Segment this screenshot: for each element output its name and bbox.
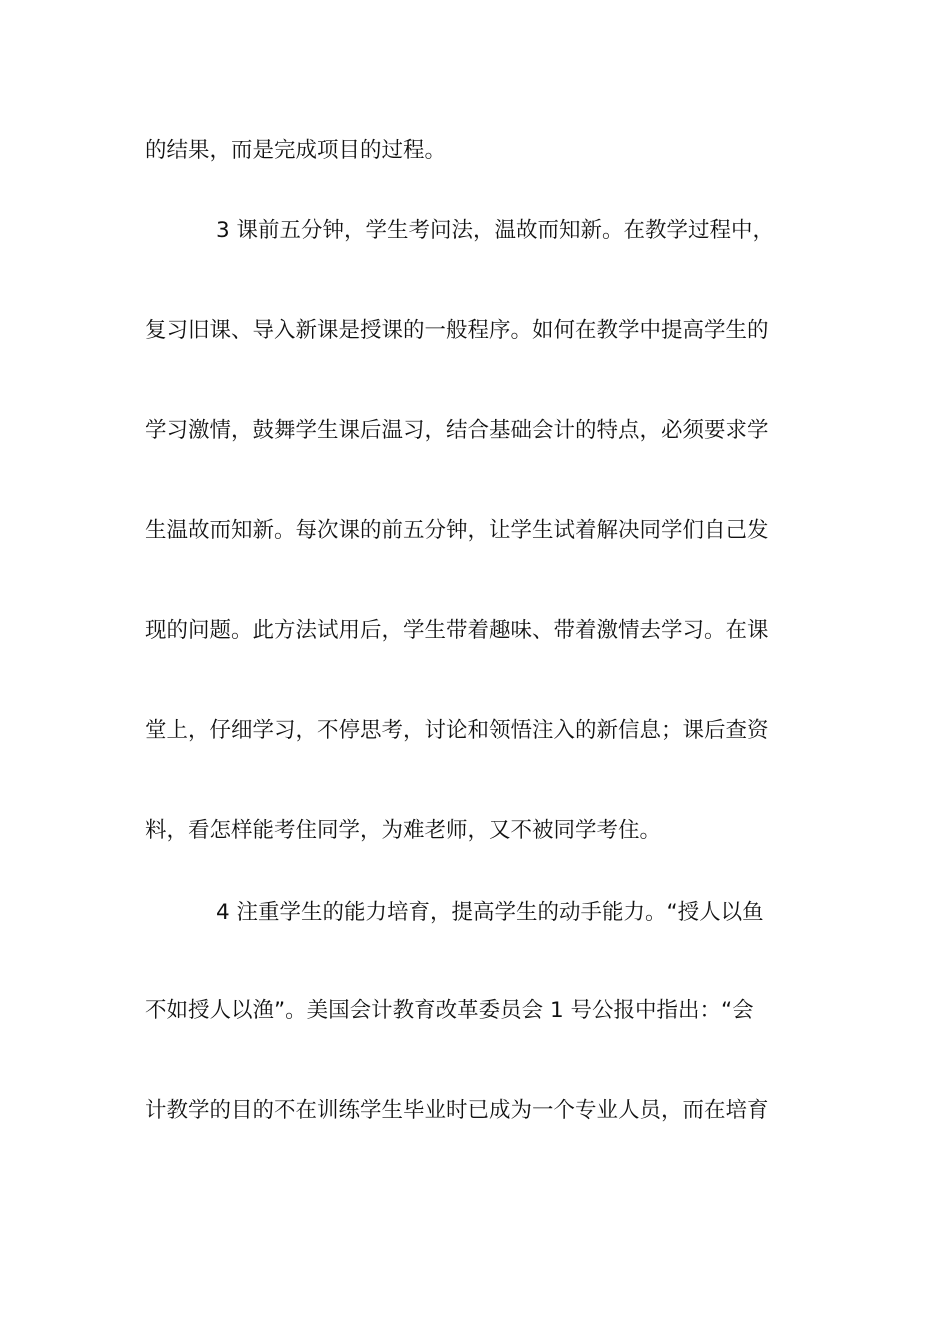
paragraph-line: 现的问题。此方法试用后，学生带着趣味、带着激情去学习。在课 bbox=[145, 618, 769, 643]
paragraph-line: 料，看怎样能考住同学，为难老师，又不被同学考住。 bbox=[145, 818, 662, 843]
paragraph-line: 生温故而知新。每次课的前五分钟，让学生试着解决同学们自己发 bbox=[145, 518, 769, 543]
paragraph-line: 复习旧课、导入新课是授课的一般程序。如何在教学中提高学生的 bbox=[145, 318, 769, 343]
paragraph-line: 的结果，而是完成项目的过程。 bbox=[145, 138, 447, 163]
paragraph-line: 计教学的目的不在训练学生毕业时已成为一个专业人员，而在培育 bbox=[145, 1098, 769, 1123]
paragraph-line: 堂上，仔细学习，不停思考，讨论和领悟注入的新信息；课后查资 bbox=[145, 718, 769, 743]
paragraph-line: 4 注重学生的能力培育，提高学生的动手能力。“授人以鱼 bbox=[216, 900, 764, 925]
paragraph-line: 3 课前五分钟，学生考问法，温故而知新。在教学过程中， bbox=[216, 218, 775, 243]
paragraph-line: 不如授人以渔”。美国会计教育改革委员会 1 号公报中指出：“会 bbox=[145, 998, 754, 1023]
paragraph-line: 学习激情，鼓舞学生课后温习，结合基础会计的特点，必须要求学 bbox=[145, 418, 769, 443]
